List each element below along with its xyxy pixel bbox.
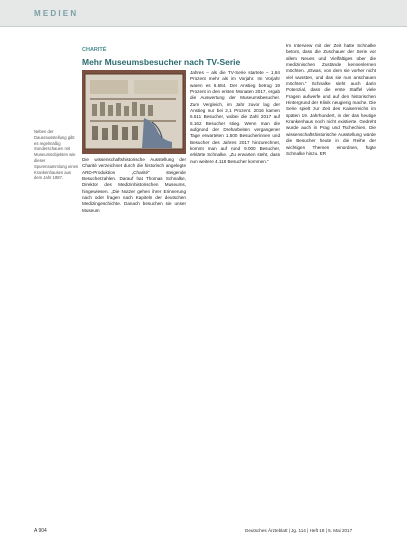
journal-citation: Deutsches Ärzteblatt | Jg. 114 | Heft 18 | 5. Mai 2017 (245, 528, 353, 533)
article-column-2 (190, 70, 280, 165)
article-photo (82, 70, 186, 154)
page-number: A 904 (34, 528, 47, 534)
article-column-1 (82, 157, 186, 214)
museum-display-case-image (82, 70, 186, 154)
article-headline: Mehr Museumsbesucher nach TV-Serie (82, 57, 241, 67)
article-column-3 (286, 43, 376, 157)
article-kicker: CHARITÉ (82, 47, 107, 53)
column-3-text: Im Interview mit der Zeit hatte Schnalke betont, dass die Zuschauer der Serie vor allem Neues und Vielfältiges über die medizinischen Zustände kennenlernen möchten. „Etwas, von dem sie vorher nicht viel wussten, und das sie nun anschauen möchten.“ Schnalke sieht auch darin Potenzial, dass die erste Staffel viele Fragen aufwerfe und auf den historischen Hintergrund der Klinik neugierig mache. Die Serie spielt zur Zeit des Kaiserreichs im späten 19. Jahrhundert, in der das heutige Krankenhaus noch nicht existierte. Gedreht wurde auch in Prag und Tschechien. Die wissenschaftshistorische Ausstellung würde die Besucher heute in die Reihe der wichtigen Themen einordnen, fügte Schnalke hinzu. ER (286, 43, 376, 156)
section-label: MEDIEN (34, 9, 79, 18)
header-divider (0, 26, 407, 27)
column-1-text: Die wissenschaftshistorische Ausstellung der Charité verzeichnet durch die historisch angelegte ARD-Produktion „Charité“ steigende Besucherzahlen. Darauf hat Thomas Schnalke, Direktor des Medizinhistorischen Museums, hingewiesen. „Die Nutzer gehen ihrer Erinnerung nach oder fragen nach Kapiteln der deutschen Medizingeschichte. Danach besuchen sie unser Museum (82, 157, 186, 213)
photo-caption: Neben der Dauerausstellung gibt es regelmäßig Sonderschauen mit Museumsobjekten wie dieser Spurensammlung eines Krankenhauses aus dem Jahr 1887. (34, 129, 78, 181)
column-2-text: Jahres – als die TV-Serie startete – 1,84 Prozent mehr als im Vorjahr. Im Vorjahr waren es 6.584. Der Anstieg betrug 19 Prozent in den ersten Monaten 2017, ergab die Auswertung der Museumsbesucher. Zum Vergleich, im Jahr zuvor lag der Anstieg nur bei 2,1 Prozent. 2016 kamen 6.511 Besucher, wobei die Zahl 2017 auf 5.162 Besucher stieg. Wenn man die aufgrund der Dreharbeiten vergangener Tage erwarteten 1.500 Besucherinnen und Besucher des Jahres 2017 hinzurechnet, kommt man auf rund 9.000 Besucher, erklärte Schnalke. „Zu erwarten steht, dass nun weitere 4.118 Besucher kommen.“ (190, 70, 280, 164)
